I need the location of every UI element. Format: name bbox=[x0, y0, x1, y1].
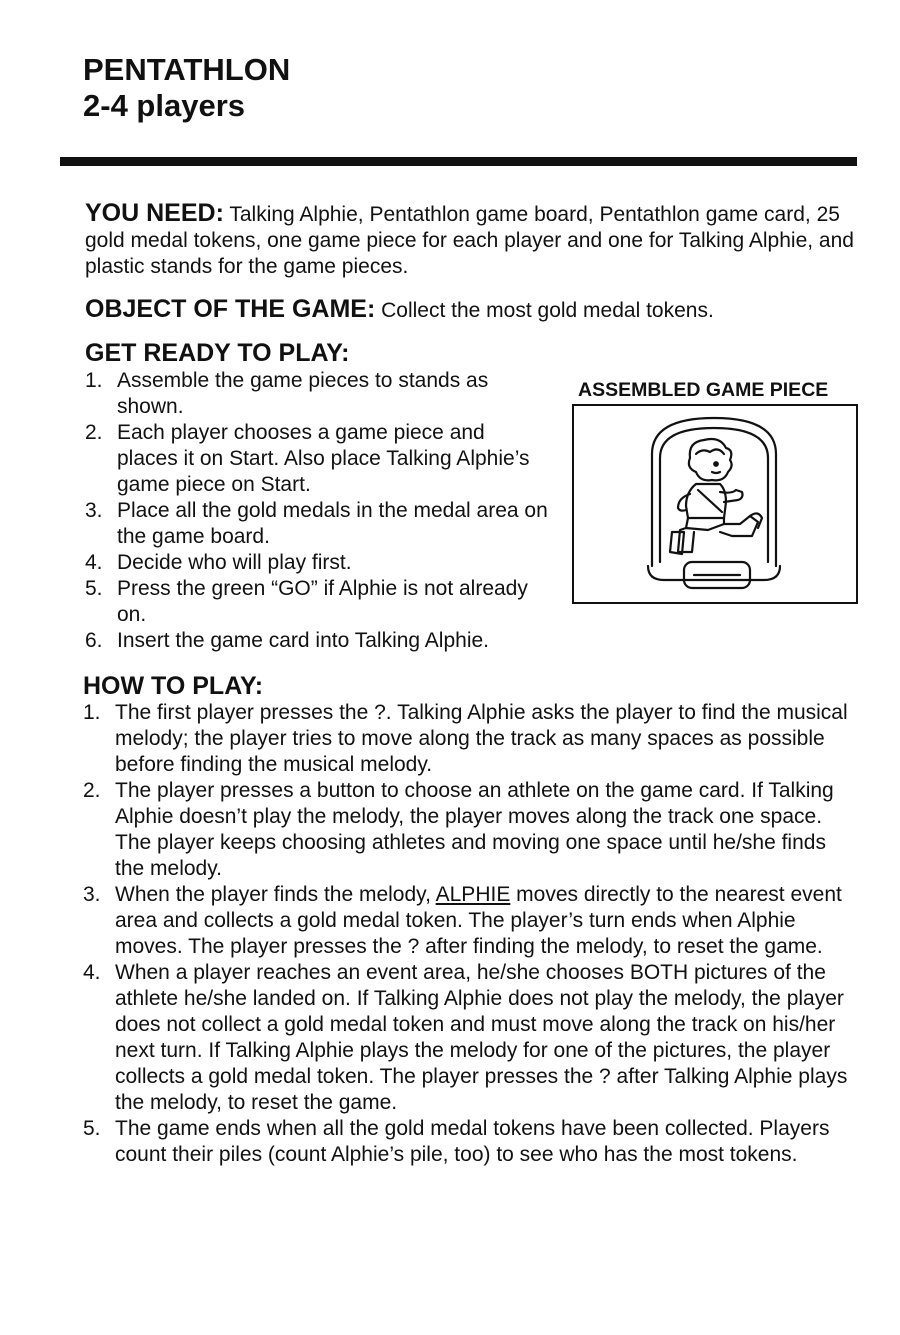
step-number: 4. bbox=[83, 961, 101, 984]
list-item bbox=[83, 778, 858, 882]
you-need-label: YOU NEED: bbox=[85, 199, 224, 227]
step-number: 2. bbox=[83, 779, 101, 802]
object-text: Collect the most gold medal tokens. bbox=[375, 299, 714, 322]
you-need-section bbox=[85, 200, 855, 280]
step-text: The player presses a button to choose an athlete on the game card. If Talking Alphie doesn’t play the melody, the player moves along the track one space. The player keeps choosing athletes and moving one space until he/she finds the melody. bbox=[115, 779, 834, 880]
step-text: Each player chooses a game piece and places it on Start. Also place Talking Alphie’s game piece on Start. bbox=[117, 421, 530, 496]
how-to-play-heading: HOW TO PLAY: bbox=[83, 672, 264, 700]
running-athlete-game-piece-icon bbox=[574, 406, 856, 602]
step-text bbox=[115, 883, 842, 958]
step-number: 2. bbox=[85, 421, 103, 444]
get-ready-list bbox=[85, 368, 550, 654]
list-item bbox=[83, 1116, 858, 1168]
step-text: Place all the gold medals in the medal area on the game board. bbox=[117, 499, 548, 548]
page-title bbox=[83, 52, 290, 124]
list-item bbox=[85, 576, 550, 628]
step-number: 6. bbox=[85, 629, 103, 652]
list-item bbox=[83, 960, 858, 1116]
step-number: 5. bbox=[85, 577, 103, 600]
step-text: The first player presses the ?. Talking Alphie asks the player to find the musical melody; the player tries to move along the track as many spaces as possible before finding the musical melody. bbox=[115, 701, 848, 776]
list-item bbox=[85, 498, 550, 550]
list-item bbox=[85, 550, 550, 576]
step-text-start: When the player finds the melody, bbox=[115, 883, 436, 906]
step-number: 5. bbox=[83, 1117, 101, 1140]
step-number: 1. bbox=[83, 701, 101, 724]
step-number: 4. bbox=[85, 551, 103, 574]
player-count: 2-4 players bbox=[83, 88, 245, 123]
figure-caption: ASSEMBLED GAME PIECE bbox=[578, 379, 829, 401]
you-need-text: Talking Alphie, Pentathlon game board, Pentathlon game card, 25 gold medal tokens, one game piece for each player and one for Talking Alphie, and plastic stands for the game pieces. bbox=[85, 203, 854, 278]
list-item bbox=[85, 420, 550, 498]
object-section bbox=[85, 296, 855, 324]
underlined-word: ALPHIE bbox=[435, 883, 511, 906]
assembled-game-piece-figure bbox=[572, 404, 858, 604]
step-text: Insert the game card into Talking Alphie. bbox=[117, 629, 490, 652]
step-text-end: moves directly to the nearest event area and collects a gold medal token. The player’s turn ends when Alphie moves. The player presses the ? after finding the melody, to reset the game. bbox=[115, 883, 842, 958]
step-text: Press the green “GO” if Alphie is not already on. bbox=[117, 577, 528, 626]
game-name: PENTATHLON bbox=[83, 52, 291, 87]
step-text: Decide who will play first. bbox=[117, 551, 352, 574]
get-ready-heading: GET READY TO PLAY: bbox=[85, 339, 350, 367]
step-text: The game ends when all the gold medal tokens have been collected. Players count their piles (count Alphie’s pile, too) to see who has the most tokens. bbox=[115, 1117, 830, 1166]
section-divider bbox=[60, 157, 857, 166]
step-number: 3. bbox=[83, 883, 101, 906]
step-number: 3. bbox=[85, 499, 103, 522]
list-item bbox=[85, 368, 550, 420]
object-label: OBJECT OF THE GAME: bbox=[85, 295, 376, 323]
step-number: 1. bbox=[85, 369, 103, 392]
list-item bbox=[85, 628, 550, 654]
list-item bbox=[83, 882, 858, 960]
step-text: When a player reaches an event area, he/she chooses BOTH pictures of the athlete he/she landed on. If Talking Alphie does not play the melody, the player does not collect a gold medal token and must move along the track on his/her next turn. If Talking Alphie plays the melody for one of the pictures, the player collects a gold medal token. The player presses the ? after Talking Alphie plays the melody, to reset the game. bbox=[115, 961, 848, 1114]
list-item bbox=[83, 700, 858, 778]
how-to-play-list bbox=[83, 700, 858, 1168]
step-text: Assemble the game pieces to stands as shown. bbox=[117, 369, 489, 418]
